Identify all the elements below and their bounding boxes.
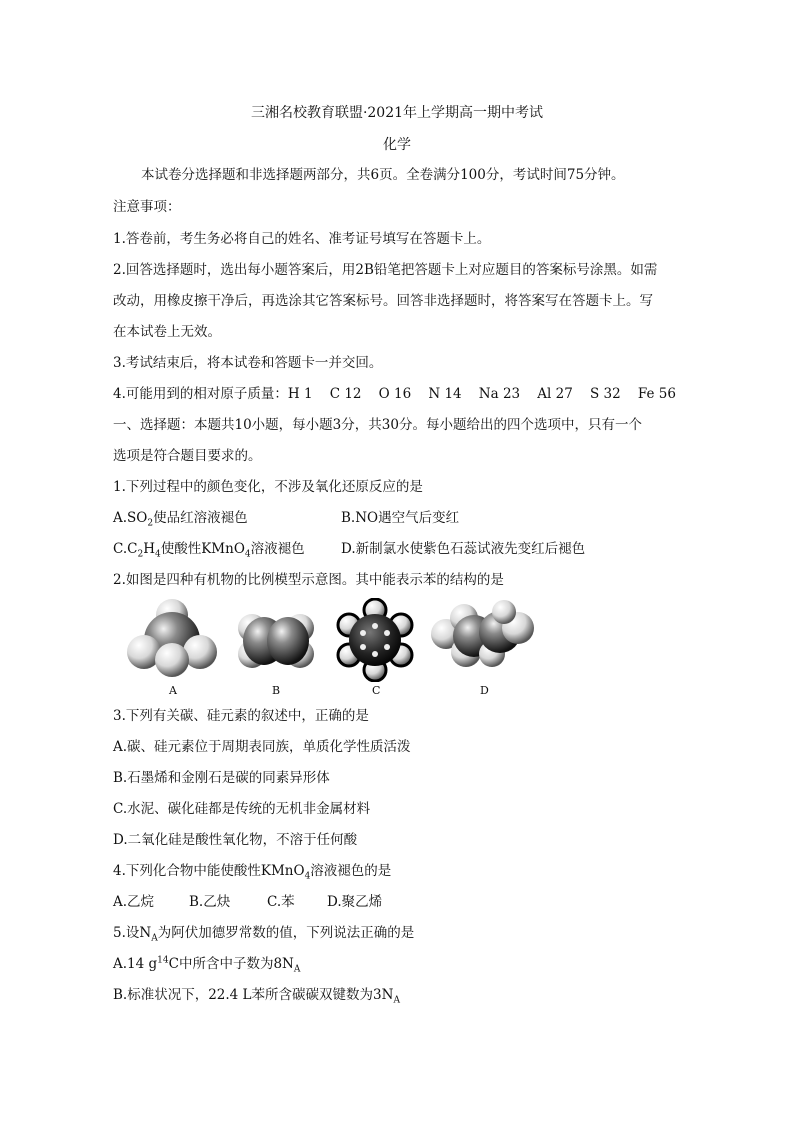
atom bbox=[360, 644, 366, 650]
notes-heading: 注意事项： bbox=[113, 199, 181, 215]
intro-text: 本试卷分选择题和非选择题两部分，共6页。全卷满分100分，考试时间75分钟。 bbox=[141, 167, 625, 183]
q1-stem: 1.下列过程中的颜色变化，不涉及氧化还原反应的是 bbox=[113, 479, 423, 495]
q3-option-a: A.碳、硅元素位于周期表同族，单质化学性质活泼 bbox=[113, 739, 411, 755]
q4-stem: 4.下列化合物中能使酸性KMnO$_4$溶液褪色的是 bbox=[113, 863, 392, 882]
atom bbox=[349, 614, 401, 666]
q3-option-c: C.水泥、碳化硅都是传统的无机非金属材料 bbox=[113, 801, 371, 817]
molecule-label-c: C bbox=[372, 684, 381, 697]
atom bbox=[384, 630, 390, 636]
exam-title: 三湘名校教育联盟·2021年上学期高一期中考试 bbox=[250, 105, 544, 121]
q3-stem: 3.下列有关碳、硅元素的叙述中，正确的是 bbox=[113, 708, 369, 724]
atom bbox=[492, 600, 516, 624]
note-2-line-1: 2.回答选择题时，选出每小题答案后，用2B铅笔把答题卡上对应题目的答案标号涂黑。如需 bbox=[113, 262, 658, 278]
subject-title: 化学 bbox=[383, 137, 411, 153]
q4-option-d: D.聚乙烯 bbox=[327, 894, 383, 910]
q5-option-a: A.14 $g^{14}C$中所含中子数为$8N_A$ bbox=[113, 955, 301, 975]
atom bbox=[372, 651, 378, 657]
q1-option-b: B.NO遇空气后变红 bbox=[341, 510, 460, 526]
molecule-model-b bbox=[234, 598, 318, 678]
molecule-model-a bbox=[122, 598, 222, 678]
q4-option-a: A.乙烷 bbox=[113, 894, 155, 910]
q4-option-c: C.苯 bbox=[267, 894, 295, 910]
q5-option-b: B.标准状况下，22.4 L苯所含碳碳双键数为$3N_A$ bbox=[113, 987, 400, 1006]
molecule-model-d bbox=[426, 598, 538, 678]
atom bbox=[155, 643, 189, 677]
molecule-model-c bbox=[330, 598, 420, 682]
section-1-line-1: 一、选择题：本题共10小题，每小题3分，共30分。每小题给出的四个选项中，只有一个 bbox=[113, 417, 642, 433]
note-2-line-2: 改动，用橡皮擦干净后，再选涂其它答案标号。回答非选择题时，将答案写在答题卡上。写 bbox=[113, 293, 653, 309]
section-1-line-2: 选项是符合题目要求的。 bbox=[113, 448, 262, 464]
q3-option-b: B.石墨烯和金刚石是碳的同素异形体 bbox=[113, 770, 330, 786]
q1-option-a: $A.SO_2$使品红溶液褪色 bbox=[113, 510, 248, 529]
note-1: 1.答卷前，考生务必将自己的姓名、准考证号填写在答题卡上。 bbox=[113, 231, 491, 247]
q5-stem: 5.设$N_A$为阿伏加德罗常数的值，下列说法正确的是 bbox=[113, 925, 415, 944]
q1-option-c: $C.C_2H_4$使酸性KMnO$_4$溶液褪色 bbox=[113, 541, 305, 560]
note-3: 3.考试结束后，将本试卷和答题卡一并交回。 bbox=[113, 355, 383, 371]
q2-stem: 2.如图是四种有机物的比例模型示意图。其中能表示苯的结构的是 bbox=[113, 572, 504, 588]
q1-option-d: D.新制氯水使紫色石蕊试液先变红后褪色 bbox=[341, 541, 586, 557]
note-4-atomic-masses: 4.可能用到的相对原子质量：H 1 C 12 O 16 N 14 Na 23 Al 27 S 32 Fe 56 bbox=[113, 386, 676, 402]
molecule-label-a: A bbox=[169, 684, 177, 697]
atom bbox=[384, 644, 390, 650]
atom bbox=[267, 617, 309, 665]
atom bbox=[360, 630, 366, 636]
atom bbox=[372, 623, 378, 629]
q4-option-b: B.乙炔 bbox=[189, 894, 231, 910]
note-2-line-3: 在本试卷上无效。 bbox=[113, 324, 221, 340]
q3-option-d: D.二氧化硅是酸性氧化物，不溶于任何酸 bbox=[113, 832, 358, 848]
molecule-label-d: D bbox=[480, 684, 489, 697]
molecule-label-b: B bbox=[272, 684, 281, 697]
